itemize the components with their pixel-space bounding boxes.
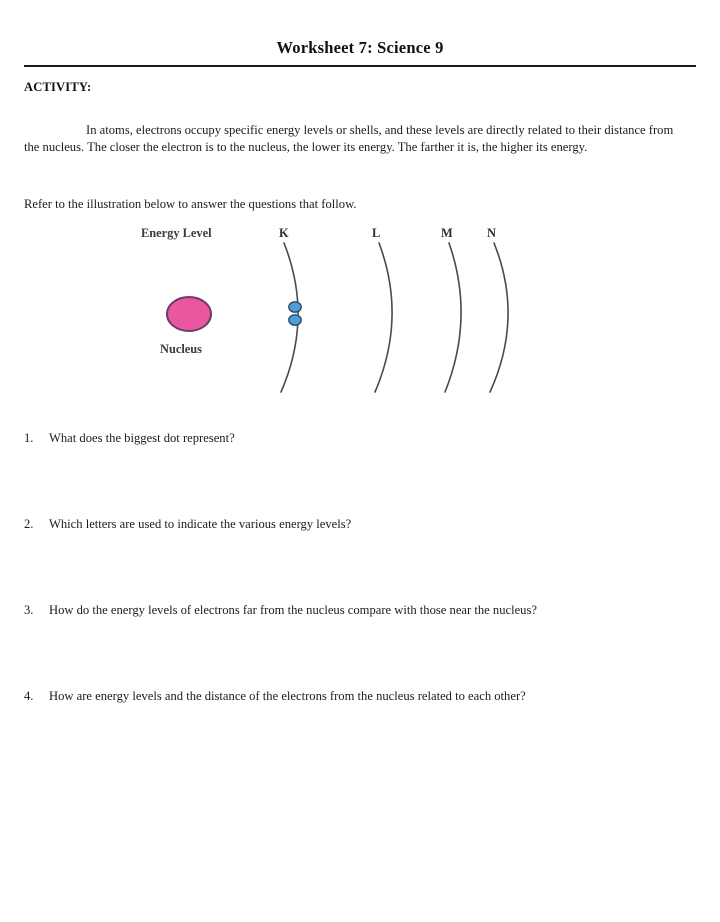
intro-paragraph: In atoms, electrons occupy specific energy levels or shells, and these levels are directly related to their distance from the nucleus. The closer the electron is to the nucleus, the lower its energy. The farther it is, the higher its energy. — [24, 122, 674, 155]
question-item — [24, 602, 696, 688]
electron-dot — [289, 302, 301, 312]
question-number: 2. — [24, 517, 34, 531]
question-text: Which letters are used to indicate the various energy levels? — [49, 517, 352, 531]
nucleus-icon — [167, 297, 211, 331]
shell-arc-n — [490, 243, 508, 392]
electron-dots-group — [289, 302, 301, 325]
shell-letter-l: L — [372, 226, 381, 240]
title-block — [24, 38, 696, 67]
shell-letter-n: N — [487, 226, 496, 240]
question-text: How do the energy levels of electrons far from the nucleus compare with those near the nucleus? — [49, 603, 537, 617]
shell-letter-m: M — [441, 226, 453, 240]
questions-list — [24, 430, 696, 774]
question-number: 4. — [24, 689, 34, 703]
question-number: 1. — [24, 431, 34, 445]
title-divider — [24, 65, 696, 67]
shell-arc-l — [375, 243, 392, 392]
question-item — [24, 430, 696, 516]
shell-arc-m — [445, 243, 461, 392]
question-text: How are energy levels and the distance of the electrons from the nucleus related to each other? — [49, 689, 526, 703]
atom-energy-level-diagram — [0, 212, 720, 412]
nucleus-label: Nucleus — [160, 342, 202, 356]
page-title: Worksheet 7: Science 9 — [276, 38, 444, 57]
energy-level-label: Energy Level — [141, 226, 212, 240]
refer-paragraph: Refer to the illustration below to answer the questions that follow. — [24, 196, 357, 211]
shell-letter-k: K — [279, 226, 289, 240]
question-item — [24, 516, 696, 602]
question-number: 3. — [24, 603, 34, 617]
question-text: What does the biggest dot represent? — [49, 431, 235, 445]
activity-heading: ACTIVITY: — [24, 80, 92, 94]
diagram-canvas — [0, 212, 720, 412]
electron-dot — [289, 315, 301, 325]
question-item — [24, 688, 696, 774]
shell-arcs-group — [281, 243, 508, 392]
